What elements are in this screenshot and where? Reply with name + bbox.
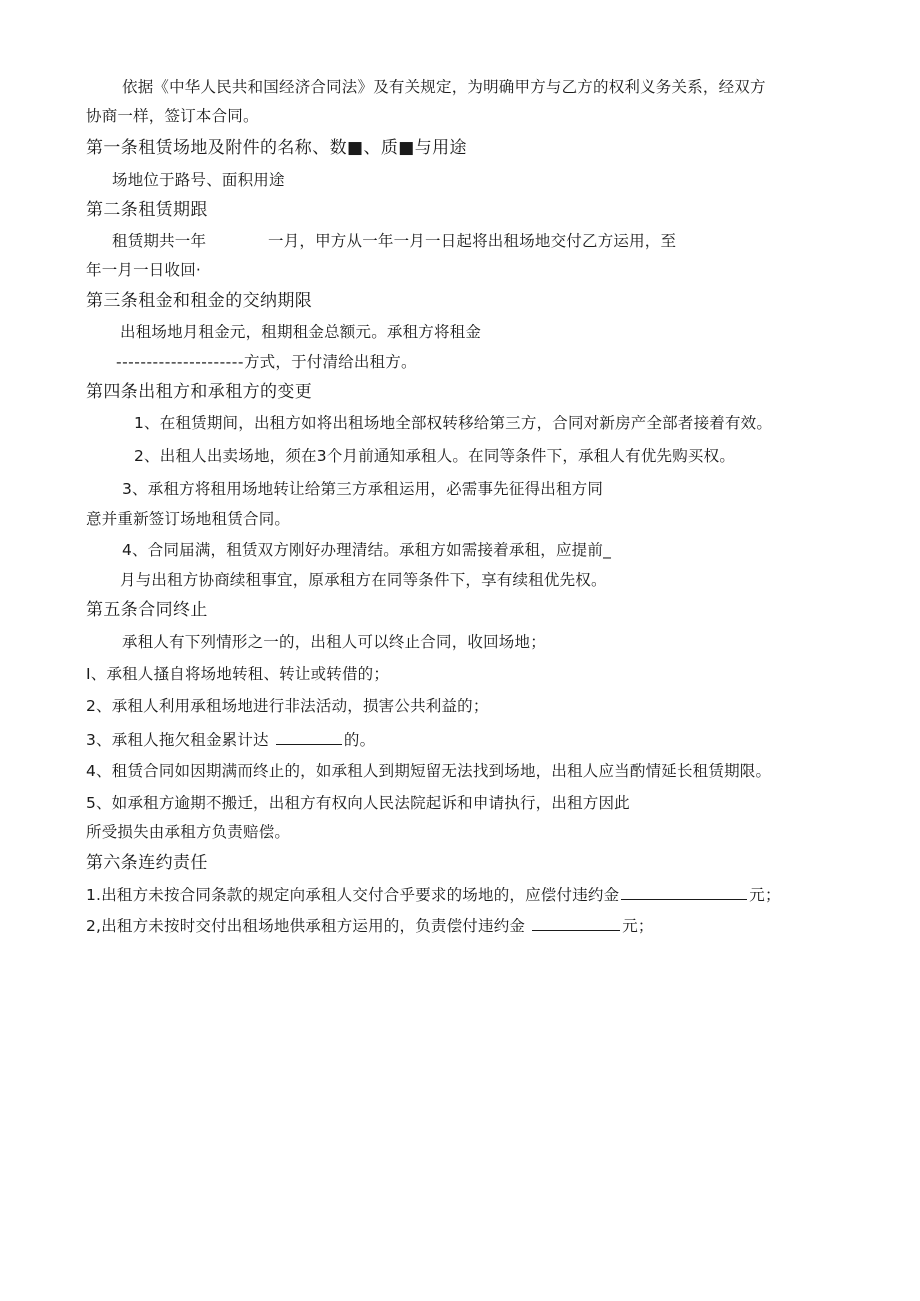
- payment-method-dashes: ---------------------: [116, 353, 244, 371]
- article-1-body: 场地位于路号、面积用途: [112, 171, 285, 189]
- article-5-item-2: 2、承租人利用承租场地进行非法活动，损害公共利益的；: [86, 697, 489, 715]
- article-3-line-1: 出租场地月租金元，租期租金总额元。承租方将租金: [120, 323, 482, 341]
- article-4-heading: 第四条出租方和承租方的变更: [86, 382, 313, 402]
- arrears-blank: [276, 729, 342, 745]
- article-5-heading: 第五条合同终止: [86, 600, 208, 620]
- article-5-item-5b: 所受损失由承租方负责赔偿。: [86, 823, 291, 841]
- article-6-item-1a: 1.出租方未按合同条款的规定向承租人交付合乎要求的场地的，应偿付违约金: [86, 886, 620, 904]
- article-5-item-4: 4、租赁合同如因期满而终止的，如承租人到期短留无法找到场地，出租人应当酌情延长租赁期限。: [86, 762, 772, 780]
- article-5-item-3: [86, 729, 375, 750]
- article-2-line-1b: 一月，甲方从一年一月一日起将出租场地交付乙方运用，至: [268, 232, 677, 250]
- article-4-item-3b: 意并重新签订场地租赁合同。: [86, 510, 291, 528]
- article-3-line-2-text: 方式，于付清给出租方。: [243, 353, 417, 371]
- article-4-item-1: 1、在租赁期间，出租方如将出租场地全部权转移给第三方，合同对新房产全部者接着有效。: [134, 414, 773, 432]
- article-5-item-3a: 3、承租人拖欠租金累计达: [86, 731, 269, 749]
- article-6-heading: 第六条连约责任: [86, 853, 208, 873]
- article-6-item-1b: 元；: [749, 886, 781, 904]
- article-3-line-2: [116, 352, 417, 372]
- article-4-item-4a: 4、合同届满，租赁双方刚好办理清结。承租方如需接着承租，应提前_: [122, 541, 612, 559]
- article-5-item-5a: 5、如承租方逾期不搬迁，出租方有权向人民法院起诉和申请执行，出租方因此: [86, 794, 630, 812]
- article-5-item-3b: 的。: [343, 731, 376, 749]
- article-6-item-2b: 元；: [622, 917, 654, 935]
- preamble-line-2: 协商一样，签订本合同。: [86, 107, 259, 125]
- article-6-item-2a: 2,出租方未按时交付出租场地供承租方运用的，负责偿付违约金: [86, 917, 526, 935]
- preamble-line-1: 依据《中华人民共和国经济合同法》及有关规定，为明确甲方与乙方的权利义务关系，经双方: [122, 78, 766, 96]
- article-6-item-2: [86, 915, 654, 936]
- article-4-item-4b: 月与出租方协商续租事宜，原承租方在同等条件下，享有续租优先权。: [120, 571, 607, 589]
- article-2-line-1a: 租赁期共一年: [112, 232, 207, 250]
- penalty-blank-2: [532, 915, 620, 931]
- article-6-item-1: [86, 884, 781, 905]
- article-2-heading: 第二条租赁期跟: [86, 200, 208, 220]
- penalty-blank-1: [621, 884, 747, 900]
- article-4-item-2: 2、出租人出卖场地，须在3个月前通知承租人。在同等条件下，承租人有优先购买权。: [134, 447, 736, 465]
- article-4-item-3a: 3、承租方将租用场地转让给第三方承租运用，必需事先征得出租方同: [122, 480, 604, 498]
- article-1-heading: 第一条租赁场地及附件的名称、数■、质■与用途: [86, 138, 467, 158]
- article-2-line-2: 年一月一日收回·: [86, 261, 202, 279]
- article-5-item-1: I、承租人搔自将场地转租、转让或转借的；: [86, 665, 390, 683]
- article-5-intro: 承租人有下列情形之一的，出租人可以终止合同，收回场地；: [122, 633, 546, 651]
- article-3-heading: 第三条租金和租金的交纳期限: [86, 291, 313, 311]
